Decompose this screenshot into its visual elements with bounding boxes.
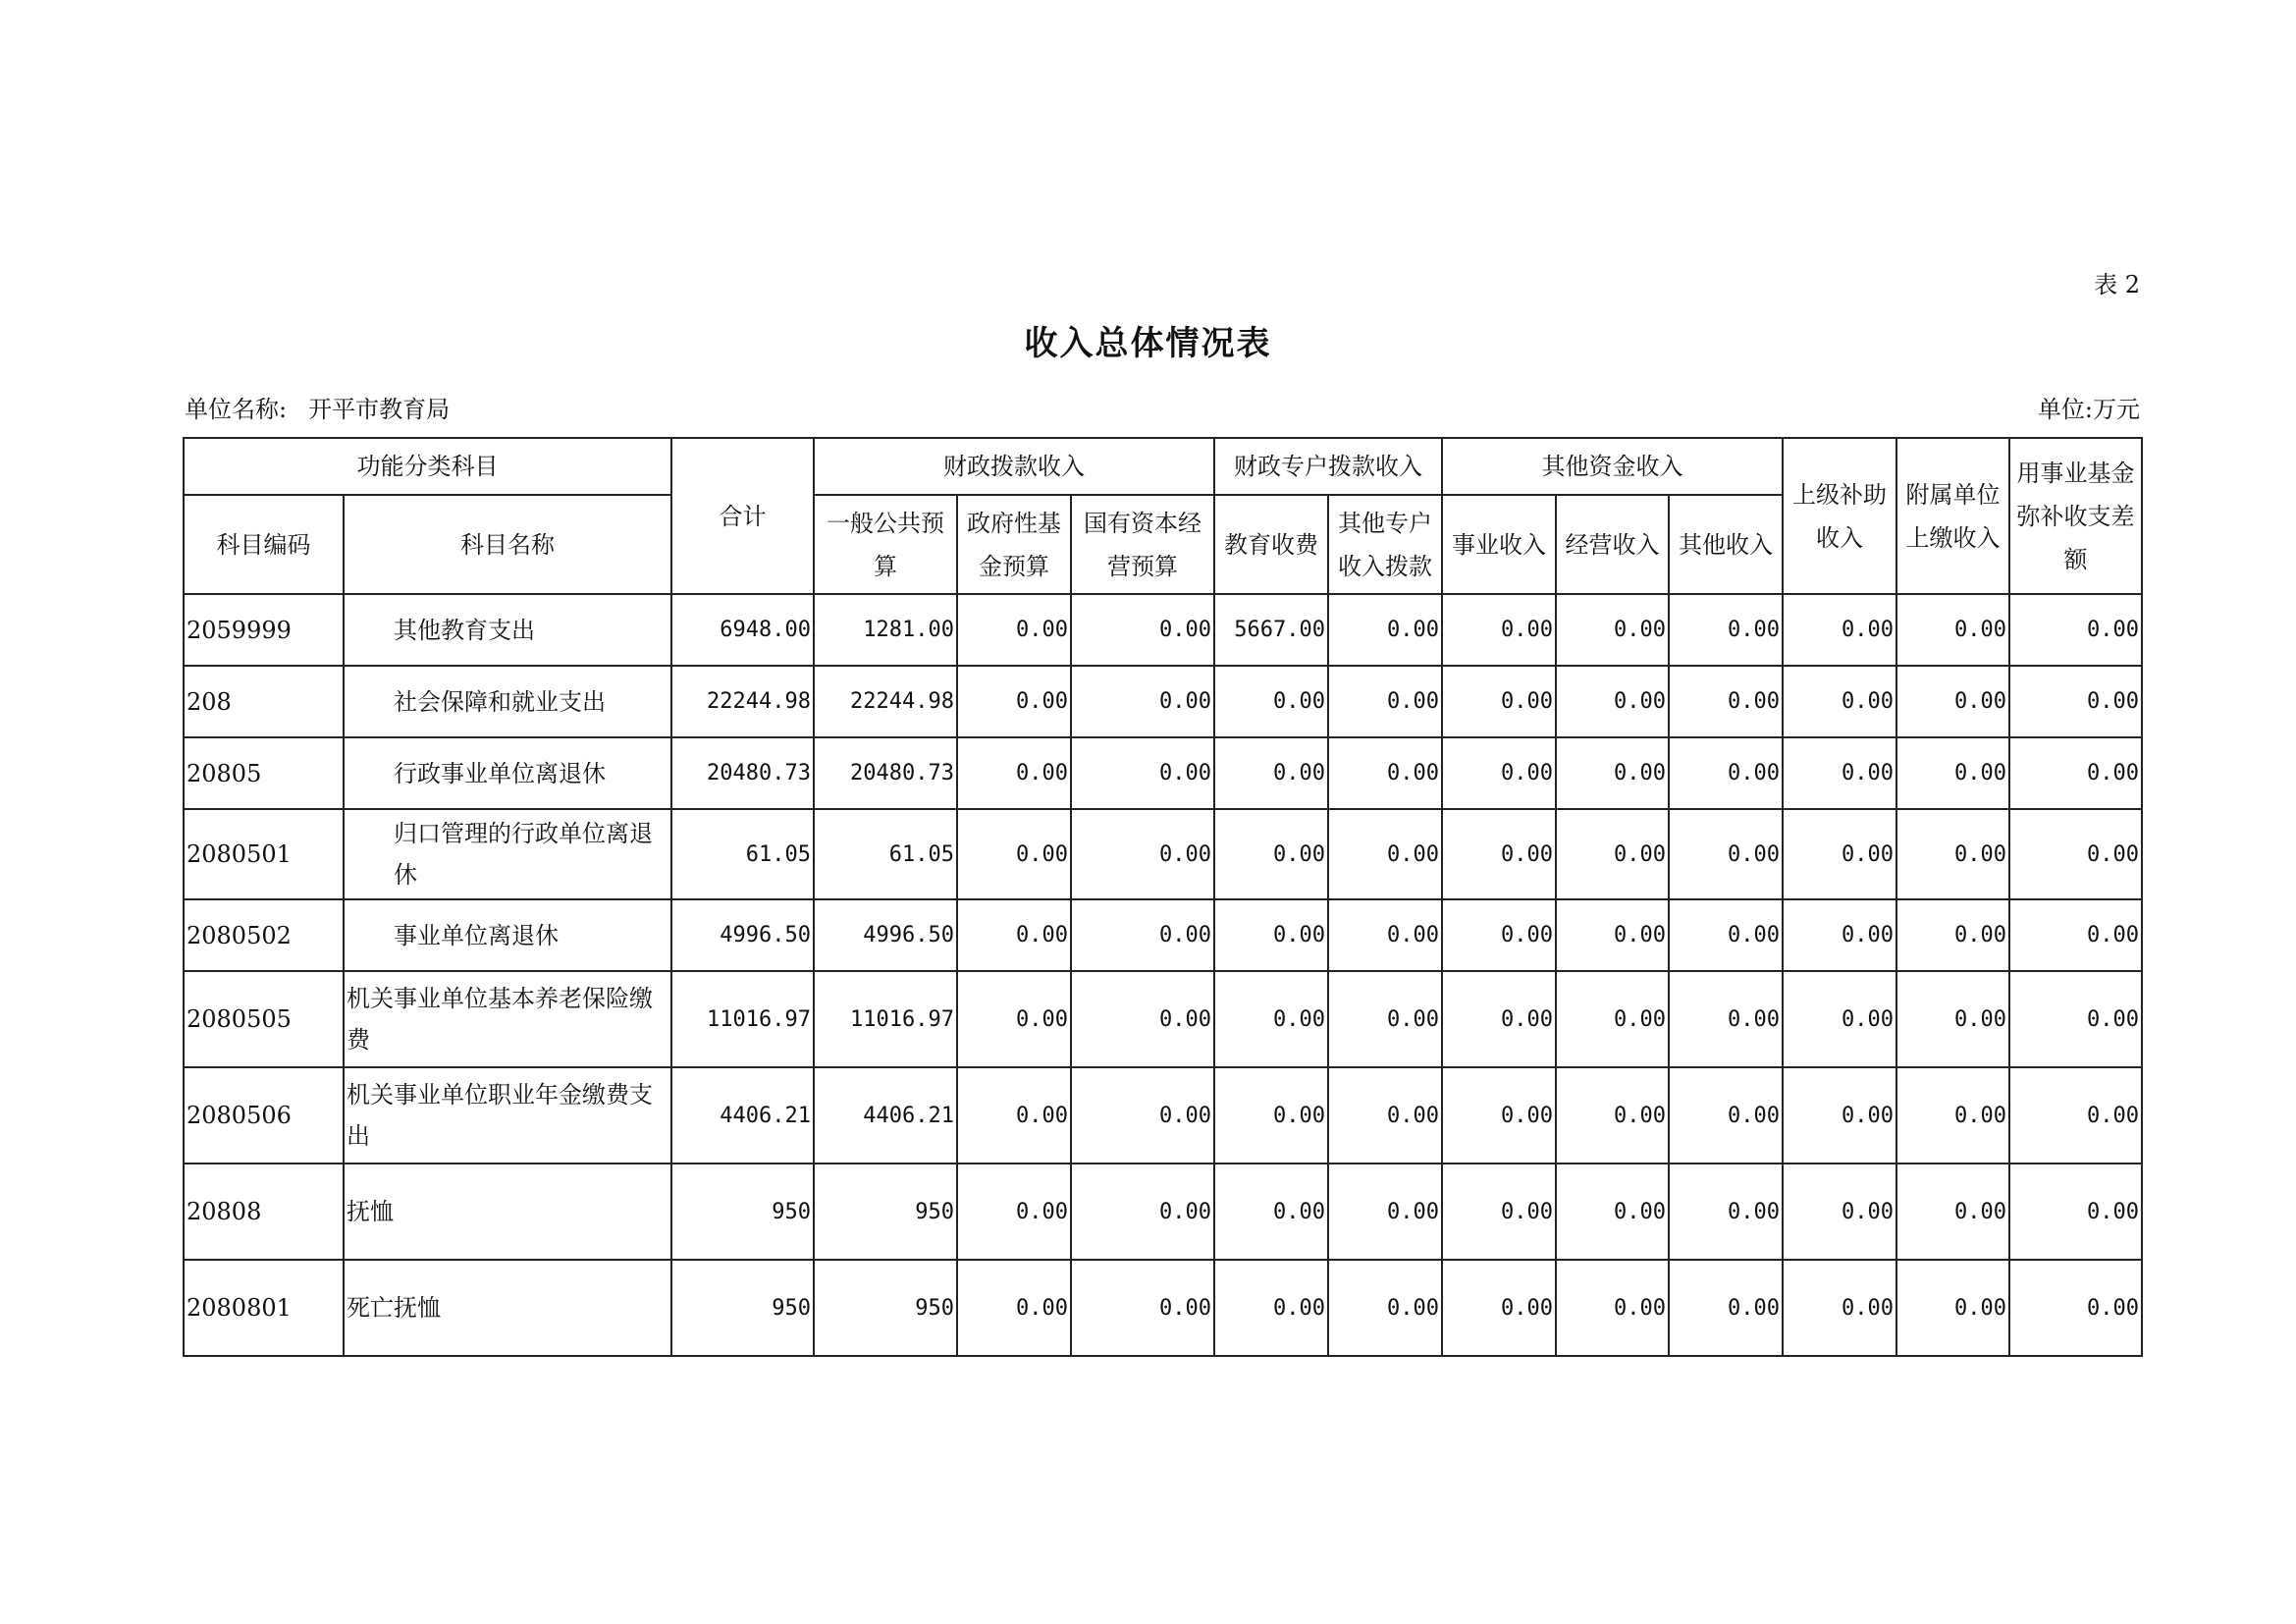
amount-cell: 0.00 xyxy=(1783,1164,1896,1260)
header-code: 科目编码 xyxy=(184,495,344,594)
amount-cell: 0.00 xyxy=(957,737,1071,809)
subject-code: 20805 xyxy=(184,737,344,809)
table-row xyxy=(184,594,2142,666)
amount-cell: 0.00 xyxy=(1071,971,1214,1067)
amount-cell: 0.00 xyxy=(1442,1164,1556,1260)
amount-cell: 0.00 xyxy=(1328,809,1442,899)
amount-cell: 0.00 xyxy=(2009,1067,2142,1164)
amount-cell: 4996.50 xyxy=(671,899,814,971)
amount-cell: 0.00 xyxy=(1071,737,1214,809)
amount-cell: 1281.00 xyxy=(814,594,957,666)
amount-cell: 0.00 xyxy=(1783,899,1896,971)
header-general-budget: 一般公共预算 xyxy=(814,495,957,594)
amount-cell: 0.00 xyxy=(1328,1067,1442,1164)
subject-name: 机关事业单位职业年金缴费支出 xyxy=(344,1067,671,1164)
amount-cell: 0.00 xyxy=(1442,971,1556,1067)
amount-cell: 0.00 xyxy=(2009,809,2142,899)
amount-cell: 0.00 xyxy=(1328,666,1442,737)
amount-cell: 0.00 xyxy=(1783,1260,1896,1356)
header-business-income: 事业收入 xyxy=(1442,495,1556,594)
header-subordinate-payment: 附属单位上缴收入 xyxy=(1896,438,2009,594)
subject-code: 2059999 xyxy=(184,594,344,666)
amount-cell: 0.00 xyxy=(1896,1164,2009,1260)
amount-cell: 0.00 xyxy=(1896,899,2009,971)
amount-cell: 0.00 xyxy=(1071,809,1214,899)
amount-cell: 0.00 xyxy=(957,899,1071,971)
amount-cell: 11016.97 xyxy=(671,971,814,1067)
amount-cell: 0.00 xyxy=(957,971,1071,1067)
amount-cell: 0.00 xyxy=(1669,1067,1783,1164)
amount-cell: 4996.50 xyxy=(814,899,957,971)
subject-name: 机关事业单位基本养老保险缴费 xyxy=(344,971,671,1067)
amount-cell: 0.00 xyxy=(1896,737,2009,809)
amount-cell: 0.00 xyxy=(2009,737,2142,809)
amount-cell: 22244.98 xyxy=(814,666,957,737)
header-state-capital: 国有资本经营预算 xyxy=(1071,495,1214,594)
amount-cell: 0.00 xyxy=(1214,737,1328,809)
subject-name: 死亡抚恤 xyxy=(344,1260,671,1356)
amount-cell: 0.00 xyxy=(1442,899,1556,971)
amount-cell: 61.05 xyxy=(671,809,814,899)
amount-cell: 0.00 xyxy=(1071,594,1214,666)
table-row xyxy=(184,666,2142,737)
table-row xyxy=(184,899,2142,971)
currency-unit: 单位:万元 xyxy=(2037,396,2140,423)
amount-cell: 0.00 xyxy=(957,666,1071,737)
header-operating-income: 经营收入 xyxy=(1556,495,1669,594)
amount-cell: 950 xyxy=(814,1164,957,1260)
amount-cell: 0.00 xyxy=(1783,737,1896,809)
amount-cell: 5667.00 xyxy=(1214,594,1328,666)
table-row xyxy=(184,1067,2142,1164)
amount-cell: 0.00 xyxy=(2009,1260,2142,1356)
amount-cell: 0.00 xyxy=(1783,666,1896,737)
subject-name: 抚恤 xyxy=(344,1164,671,1260)
unit-name-label: 单位名称: xyxy=(185,396,288,423)
amount-cell: 0.00 xyxy=(1071,1164,1214,1260)
amount-cell: 0.00 xyxy=(1328,1164,1442,1260)
amount-cell: 950 xyxy=(671,1260,814,1356)
amount-cell: 0.00 xyxy=(1214,1164,1328,1260)
amount-cell: 0.00 xyxy=(1071,1260,1214,1356)
subject-code: 2080506 xyxy=(184,1067,344,1164)
table-row xyxy=(184,809,2142,899)
amount-cell: 0.00 xyxy=(1669,809,1783,899)
subject-code: 2080502 xyxy=(184,899,344,971)
amount-cell: 0.00 xyxy=(1328,1260,1442,1356)
amount-cell: 22244.98 xyxy=(671,666,814,737)
amount-cell: 0.00 xyxy=(1328,971,1442,1067)
amount-cell: 0.00 xyxy=(1896,971,2009,1067)
amount-cell: 0.00 xyxy=(957,1164,1071,1260)
amount-cell: 6948.00 xyxy=(671,594,814,666)
page-title: 收入总体情况表 xyxy=(1024,324,1272,363)
header-total: 合计 xyxy=(671,438,814,594)
amount-cell: 61.05 xyxy=(814,809,957,899)
amount-cell: 20480.73 xyxy=(671,737,814,809)
subject-code: 2080505 xyxy=(184,971,344,1067)
amount-cell: 0.00 xyxy=(2009,1164,2142,1260)
subject-code: 20808 xyxy=(184,1164,344,1260)
table-row xyxy=(184,737,2142,809)
amount-cell: 0.00 xyxy=(1071,899,1214,971)
header-fiscal-group: 财政拨款收入 xyxy=(814,438,1214,495)
amount-cell: 0.00 xyxy=(1896,1067,2009,1164)
subject-name: 归口管理的行政单位离退休 xyxy=(344,809,671,899)
table-row xyxy=(184,1260,2142,1356)
amount-cell: 0.00 xyxy=(1556,971,1669,1067)
header-func-category: 功能分类科目 xyxy=(184,438,671,495)
table-number: 表 2 xyxy=(2094,271,2140,298)
amount-cell: 4406.21 xyxy=(671,1067,814,1164)
subject-code: 2080801 xyxy=(184,1260,344,1356)
table-header xyxy=(184,438,2142,594)
amount-cell: 0.00 xyxy=(1556,666,1669,737)
amount-cell: 0.00 xyxy=(1328,737,1442,809)
amount-cell: 0.00 xyxy=(1214,1260,1328,1356)
header-other-special: 其他专户收入拨款 xyxy=(1328,495,1442,594)
amount-cell: 0.00 xyxy=(2009,899,2142,971)
amount-cell: 0.00 xyxy=(1442,737,1556,809)
amount-cell: 0.00 xyxy=(1669,594,1783,666)
table-body xyxy=(184,594,2142,1356)
amount-cell: 0.00 xyxy=(1556,1067,1669,1164)
amount-cell: 0.00 xyxy=(1669,1164,1783,1260)
amount-cell: 0.00 xyxy=(1783,594,1896,666)
amount-cell: 0.00 xyxy=(1071,1067,1214,1164)
amount-cell: 0.00 xyxy=(1896,1260,2009,1356)
amount-cell: 0.00 xyxy=(1783,971,1896,1067)
table-row xyxy=(184,971,2142,1067)
amount-cell: 0.00 xyxy=(2009,594,2142,666)
amount-cell: 0.00 xyxy=(1556,737,1669,809)
amount-cell: 0.00 xyxy=(1896,809,2009,899)
amount-cell: 0.00 xyxy=(1214,1067,1328,1164)
header-gov-fund: 政府性基金预算 xyxy=(957,495,1071,594)
amount-cell: 0.00 xyxy=(1669,971,1783,1067)
amount-cell: 4406.21 xyxy=(814,1067,957,1164)
subject-name: 其他教育支出 xyxy=(344,594,671,666)
amount-cell: 0.00 xyxy=(1556,594,1669,666)
amount-cell: 0.00 xyxy=(957,594,1071,666)
amount-cell: 0.00 xyxy=(957,1067,1071,1164)
income-summary-table xyxy=(183,437,2143,1357)
amount-cell: 0.00 xyxy=(1669,666,1783,737)
amount-cell: 0.00 xyxy=(1556,809,1669,899)
amount-cell: 0.00 xyxy=(1669,1260,1783,1356)
amount-cell: 0.00 xyxy=(957,809,1071,899)
header-name: 科目名称 xyxy=(344,495,671,594)
header-edu-fee: 教育收费 xyxy=(1214,495,1328,594)
amount-cell: 0.00 xyxy=(1071,666,1214,737)
subject-code: 208 xyxy=(184,666,344,737)
amount-cell: 0.00 xyxy=(1214,666,1328,737)
amount-cell: 0.00 xyxy=(1556,1164,1669,1260)
header-fund-balance: 用事业基金弥补收支差额 xyxy=(2009,438,2142,594)
amount-cell: 0.00 xyxy=(1896,666,2009,737)
subject-name: 行政事业单位离退休 xyxy=(344,737,671,809)
amount-cell: 0.00 xyxy=(2009,971,2142,1067)
table-row xyxy=(184,1164,2142,1260)
amount-cell: 0.00 xyxy=(1783,1067,1896,1164)
amount-cell: 950 xyxy=(671,1164,814,1260)
amount-cell: 0.00 xyxy=(1896,594,2009,666)
subject-name: 社会保障和就业支出 xyxy=(344,666,671,737)
amount-cell: 0.00 xyxy=(1669,899,1783,971)
header-special-group: 财政专户拨款收入 xyxy=(1214,438,1442,495)
amount-cell: 0.00 xyxy=(1442,666,1556,737)
amount-cell: 0.00 xyxy=(1442,809,1556,899)
amount-cell: 0.00 xyxy=(1442,1067,1556,1164)
subject-code: 2080501 xyxy=(184,809,344,899)
amount-cell: 0.00 xyxy=(957,1260,1071,1356)
unit-name-line xyxy=(185,390,450,424)
amount-cell: 0.00 xyxy=(1556,1260,1669,1356)
header-superior-subsidy: 上级补助收入 xyxy=(1783,438,1896,594)
amount-cell: 0.00 xyxy=(1214,899,1328,971)
amount-cell: 11016.97 xyxy=(814,971,957,1067)
amount-cell: 0.00 xyxy=(1442,594,1556,666)
amount-cell: 0.00 xyxy=(1328,594,1442,666)
amount-cell: 0.00 xyxy=(1442,1260,1556,1356)
amount-cell: 950 xyxy=(814,1260,957,1356)
amount-cell: 0.00 xyxy=(1669,737,1783,809)
amount-cell: 0.00 xyxy=(1214,809,1328,899)
amount-cell: 0.00 xyxy=(1328,899,1442,971)
subject-name: 事业单位离退休 xyxy=(344,899,671,971)
amount-cell: 20480.73 xyxy=(814,737,957,809)
unit-name-value: 开平市教育局 xyxy=(308,396,451,423)
header-other-group: 其他资金收入 xyxy=(1442,438,1783,495)
amount-cell: 0.00 xyxy=(1556,899,1669,971)
header-other-income: 其他收入 xyxy=(1669,495,1783,594)
amount-cell: 0.00 xyxy=(1783,809,1896,899)
amount-cell: 0.00 xyxy=(1214,971,1328,1067)
amount-cell: 0.00 xyxy=(2009,666,2142,737)
